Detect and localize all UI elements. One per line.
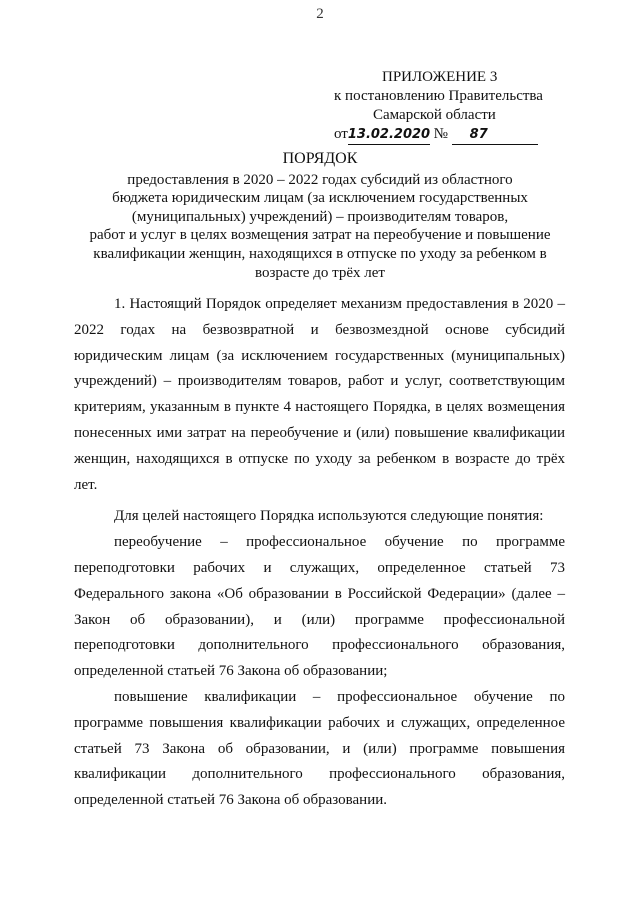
appendix-decree-line: к постановлению Правительства xyxy=(334,88,543,104)
paragraph-1: 1. Настоящий Порядок определяет механизм предоставления в 2020 – 2022 годах на безвозвратной и безвозмездной основе субсидий юридическим лицам (за исключением государственных (муниципальных) учреждений) – производителям товаров, работ и услуг, соответствующим критериям, указанным в пункте 4 настоящего Порядка, в целях возмещения понесенных ими затрат на переобучение и (или) повышение квалификации женщин, находящихся в отпуске по уходу за ребенком в возрасте до трёх лет. xyxy=(74,296,565,493)
number-value: 87 xyxy=(469,127,488,142)
date-prefix: от xyxy=(334,126,348,142)
paragraph-4: повышение квалификации – профессиональное обучение по программе повышения квалификации рабочих и служащих, определенное статьей 73 Закона об образовании, и (или) программе повышения квалификации дополнительного профессионального образования, определенной статьей 76 Закона об образовании. xyxy=(74,688,565,809)
heading-line: предоставления в 2020 – 2022 годах субсидий из областного xyxy=(127,171,513,188)
heading-line: (муниципальных) учреждений) – производителям товаров, xyxy=(131,208,509,225)
heading-line: работ и услуг в целях возмещения затрат на переобучение и повышение xyxy=(89,227,551,244)
appendix-date-line xyxy=(334,125,564,145)
appendix-region-line: Самарской области xyxy=(373,107,496,123)
date-value: 13.02.2020 xyxy=(347,127,431,142)
appendix-title: ПРИЛОЖЕНИЕ 3 xyxy=(382,69,498,85)
heading-line: квалификации женщин, находящихся в отпуске по уходу за ребенком в xyxy=(93,245,547,262)
paragraph-2: Для целей настоящего Порядка используются следующие понятия: xyxy=(114,508,544,525)
page-number: 2 xyxy=(316,6,324,22)
number-prefix: № xyxy=(433,126,448,142)
paragraph-3: переобучение – профессиональное обучение по программе переподготовки рабочих и служащих, определенное статьей 73 Федерального закона «Об образовании в Российской Федерации» (далее – Закон об образовании), и (или) программе профессиональной переподготовки дополнительного профессионального образования, определенной статьей 76 Закона об образовании; xyxy=(74,534,565,680)
document-body xyxy=(74,292,565,814)
heading-title: ПОРЯДОК xyxy=(282,150,358,167)
heading-line: бюджета юридическим лицам (за исключением государственных xyxy=(112,190,528,207)
heading-line: возрасте до трёх лет xyxy=(255,264,385,281)
document-heading xyxy=(60,150,580,282)
appendix-block xyxy=(334,68,564,145)
